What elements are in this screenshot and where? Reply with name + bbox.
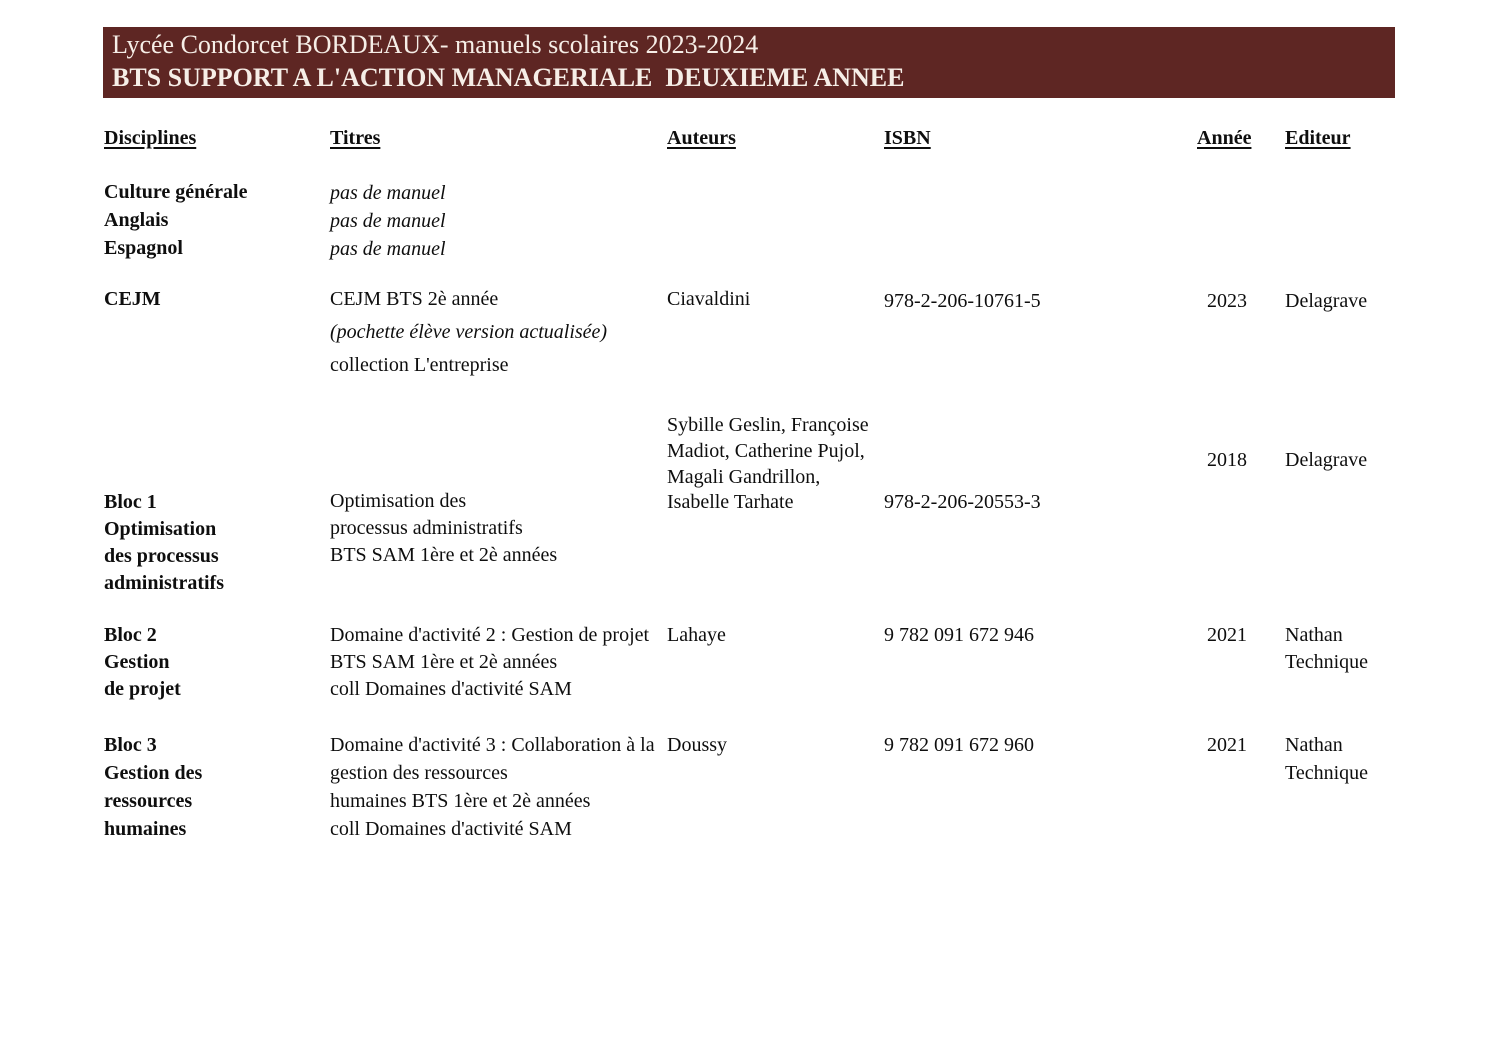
row-espagnol-titre: pas de manuel: [330, 238, 446, 260]
column-header-titres: Titres: [330, 127, 381, 149]
row-anglais-discipline: Anglais: [104, 209, 169, 231]
row-bloc1-discipline-line2: Optimisation: [104, 518, 217, 540]
row-bloc2-titre-line3: coll Domaines d'activité SAM: [330, 678, 572, 700]
column-header-editeur: Editeur: [1285, 127, 1351, 149]
row-bloc3-discipline-line2: Gestion des: [104, 762, 203, 784]
row-cejm-auteur: Ciavaldini: [667, 288, 751, 310]
row-bloc3-titre-line1: Domaine d'activité 3 : Collaboration à la: [330, 734, 655, 756]
row-bloc1-auteur-line4: Isabelle Tarhate: [667, 491, 794, 513]
row-bloc1-editeur: Delagrave: [1285, 449, 1368, 471]
row-cejm-titre-line2: (pochette élève version actualisée): [330, 321, 608, 343]
column-header-auteurs: Auteurs: [667, 127, 736, 149]
row-cejm-annee: 2023: [1207, 290, 1247, 312]
row-bloc1-discipline-line1: Bloc 1: [104, 491, 157, 513]
row-bloc3-annee: 2021: [1207, 734, 1247, 756]
column-header-disciplines: Disciplines: [104, 127, 197, 149]
row-cejm-editeur: Delagrave: [1285, 290, 1368, 312]
row-bloc2-auteur: Lahaye: [667, 624, 726, 646]
row-bloc1-discipline-line4: administratifs: [104, 572, 224, 594]
row-bloc1-titre-line3: BTS SAM 1ère et 2è années: [330, 544, 558, 566]
row-bloc2-titre-line2: BTS SAM 1ère et 2è années: [330, 651, 558, 673]
row-bloc2-annee: 2021: [1207, 624, 1247, 646]
banner-subtitle: BTS SUPPORT A L'ACTION MANAGERIALE DEUXIEME ANNEE: [112, 63, 905, 92]
row-bloc2-discipline-line2: Gestion: [104, 651, 170, 673]
row-bloc1-discipline-line3: des processus: [104, 545, 219, 567]
row-bloc2-editeur-line2: Technique: [1285, 651, 1369, 673]
row-bloc3-titre-line4: coll Domaines d'activité SAM: [330, 818, 572, 840]
row-bloc1-titre-line1: Optimisation des: [330, 490, 467, 512]
row-bloc2-discipline-line3: de projet: [104, 678, 181, 700]
row-bloc1-auteur-line3: Magali Gandrillon,: [667, 466, 821, 488]
row-bloc3-auteur: Doussy: [667, 734, 728, 756]
title-banner: [103, 27, 1395, 98]
row-bloc3-titre-line3: humaines BTS 1ère et 2è années: [330, 790, 591, 812]
row-bloc2-editeur-line1: Nathan: [1285, 624, 1343, 646]
row-bloc3-titre-line2: gestion des ressources: [330, 762, 508, 784]
row-bloc3-editeur-line1: Nathan: [1285, 734, 1343, 756]
row-bloc3-isbn: 9 782 091 672 960: [884, 734, 1034, 756]
row-cejm-titre-line1: CEJM BTS 2è année: [330, 288, 499, 310]
row-bloc2-discipline-line1: Bloc 2: [104, 624, 157, 646]
row-espagnol-discipline: Espagnol: [104, 237, 183, 259]
row-bloc3-discipline-line4: humaines: [104, 818, 187, 840]
row-bloc3-editeur-line2: Technique: [1285, 762, 1369, 784]
row-cejm-titre-line3: collection L'entreprise: [330, 354, 509, 376]
column-header-annee: Année: [1197, 127, 1252, 149]
row-cejm-discipline: CEJM: [104, 288, 161, 310]
row-bloc1-annee: 2018: [1207, 449, 1247, 471]
row-bloc1-auteur-line1: Sybille Geslin, Françoise: [667, 414, 869, 436]
row-bloc2-titre-line1: Domaine d'activité 2 : Gestion de projet: [330, 624, 650, 646]
row-culture-discipline: Culture générale: [104, 181, 248, 203]
banner-title: Lycée Condorcet BORDEAUX- manuels scolaires 2023-2024: [112, 30, 759, 59]
row-anglais-titre: pas de manuel: [330, 210, 446, 232]
row-bloc1-isbn: 978-2-206-20553-3: [884, 491, 1041, 513]
row-bloc3-discipline-line1: Bloc 3: [104, 734, 157, 756]
row-culture-titre: pas de manuel: [330, 182, 446, 204]
row-bloc1-auteur-line2: Madiot, Catherine Pujol,: [667, 440, 865, 462]
row-cejm-isbn: 978-2-206-10761-5: [884, 290, 1041, 312]
row-bloc2-isbn: 9 782 091 672 946: [884, 624, 1034, 646]
row-bloc1-titre-line2: processus administratifs: [330, 517, 523, 539]
column-header-isbn: ISBN: [884, 127, 931, 149]
row-bloc3-discipline-line3: ressources: [104, 790, 193, 812]
